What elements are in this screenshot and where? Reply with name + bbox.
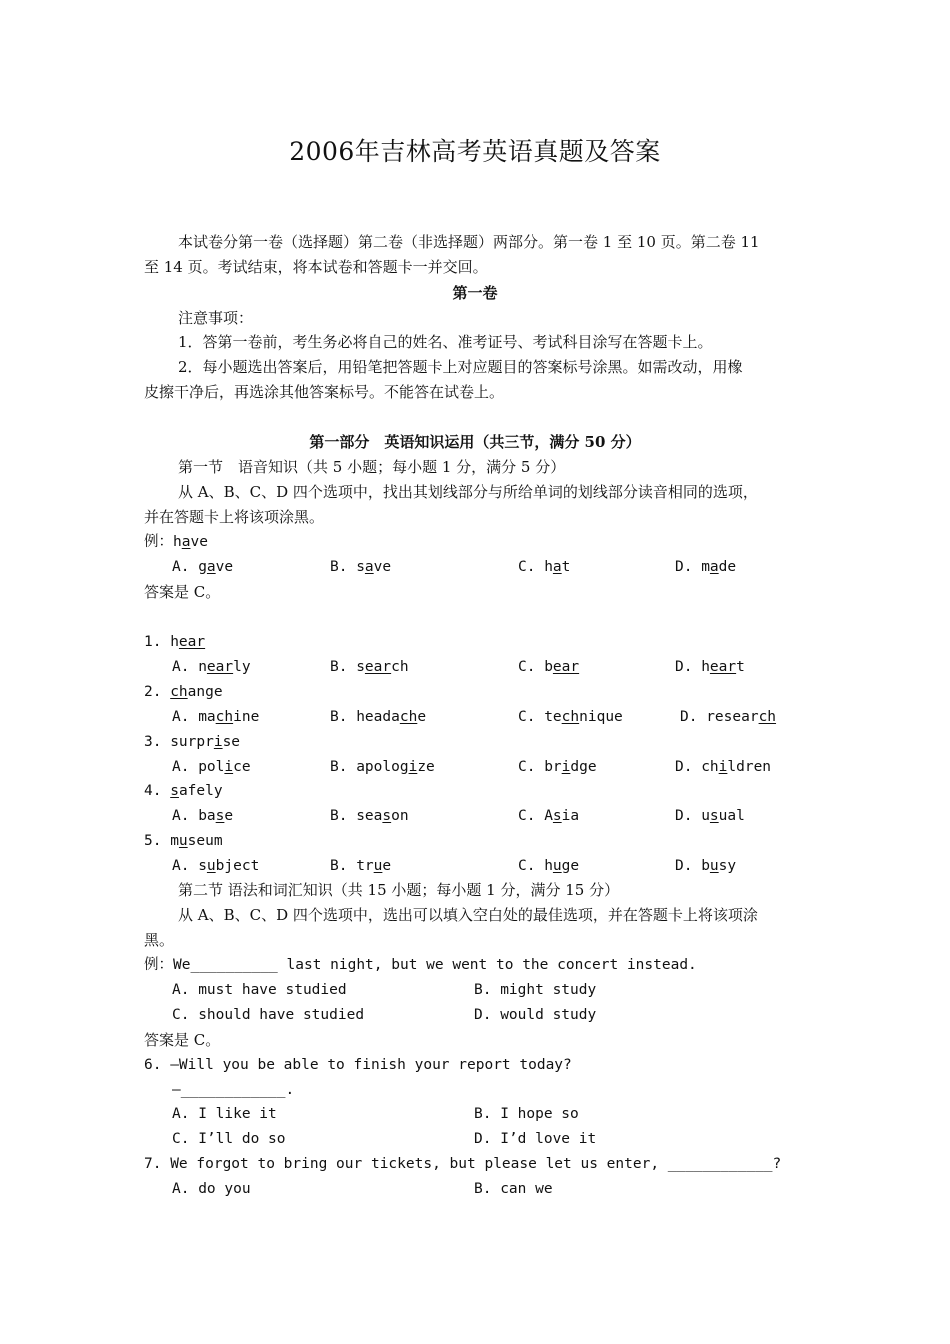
question-3-word: 3. surprise [144,734,241,750]
question-5-word: 5. museum [144,833,223,849]
question-6-reply: —____________. [172,1082,295,1098]
question-1-word: 1. hear [144,634,206,650]
example-option-c: C. hat [518,559,571,575]
section-one-title: 第一节 语音知识（共 5 小题；每小题 1 分，满分 5 分） [178,458,566,476]
question-5-option-c: C. huge [518,858,580,874]
question-1-option-b: B. search [330,659,409,675]
question-4-word: 4. safely [144,783,223,799]
page-title: 2006年吉林高考英语真题及答案 [289,137,661,166]
question-1-option-c: C. bear [518,659,580,675]
section-two-instruction-b: 黑。 [144,931,175,949]
question-7-stem: 7. We forgot to bring our tickets, but please let us enter, ____________? [144,1156,782,1172]
question-4-option-b: B. season [330,808,409,824]
section-two-title: 第二节 语法和词汇知识（共 15 小题；每小题 1 分，满分 15 分） [178,881,620,899]
question-5-option-d: D. busy [675,858,737,874]
notice-item-2b: 皮擦干净后，再选涂其他答案标号。不能答在试卷上。 [144,383,505,401]
question-2-option-d: D. research [680,709,777,725]
example-2-stem: 例：We__________ last night, but we went to the concert instead. [144,957,697,973]
question-6-option-a: A. I like it [172,1106,277,1122]
notice-item-2a: 2．每小题选出答案后，用铅笔把答题卡上对应题目的答案标号涂黑。如需改动，用橡 [178,358,743,376]
question-6-stem: 6. —Will you be able to finish your report today? [144,1057,572,1073]
example-word: 例：have [144,534,208,550]
example-option-b: B. save [330,559,392,575]
example-option-d: D. made [675,559,737,575]
example-2-option-a: A. must have studied [172,982,347,998]
question-2-option-b: B. headache [330,709,427,725]
question-3-option-d: D. children [675,759,772,775]
question-5-option-a: A. subject [172,858,260,874]
question-2-word: 2. change [144,684,223,700]
notice-item-1: 1．答第一卷前，考生务必将自己的姓名、准考证号、考试科目涂写在答题卡上。 [178,333,713,351]
question-4-option-a: A. base [172,808,234,824]
question-7-option-b: B. can we [474,1181,553,1197]
question-1-option-d: D. heart [675,659,745,675]
example-option-a: A. gave [172,559,234,575]
example-2-option-d: D. would study [474,1007,597,1023]
section-two-instruction-a: 从 A、B、C、D 四个选项中，选出可以填入空白处的最佳选项，并在答题卡上将该项涂 [178,906,758,924]
section-one-instruction-b: 并在答题卡上将该项涂黑。 [144,508,325,526]
question-7-option-a: A. do you [172,1181,251,1197]
notice-heading: 注意事项： [178,309,254,327]
question-3-option-b: B. apologize [330,759,435,775]
example-2-answer: 答案是 C。 [144,1031,221,1049]
question-2-option-c: C. technique [518,709,623,725]
question-3-option-c: C. bridge [518,759,597,775]
volume-one-title: 第一卷 [452,284,498,302]
question-6-option-d: D. I’d love it [474,1131,597,1147]
intro-line-1: 本试卷分第一卷（选择题）第二卷（非选择题）两部分。第一卷 1 至 10 页。第二卷 11 [178,233,760,251]
example-answer: 答案是 C。 [144,583,221,601]
question-4-option-d: D. usual [675,808,745,824]
question-6-option-b: B. I hope so [474,1106,579,1122]
section-one-instruction-a: 从 A、B、C、D 四个选项中，找出其划线部分与所给单词的划线部分读音相同的选项， [178,483,758,501]
question-5-option-b: B. true [330,858,392,874]
question-1-option-a: A. nearly [172,659,251,675]
part-one-title: 第一部分 英语知识运用（共三节，满分 50 分） [309,433,641,451]
intro-line-2: 至 14 页。考试结束，将本试卷和答题卡一并交回。 [144,258,488,276]
question-6-option-c: C. I’ll do so [172,1131,286,1147]
example-2-option-c: C. should have studied [172,1007,365,1023]
question-4-option-c: C. Asia [518,808,580,824]
question-2-option-a: A. machine [172,709,260,725]
example-2-option-b: B. might study [474,982,597,998]
question-3-option-a: A. police [172,759,251,775]
